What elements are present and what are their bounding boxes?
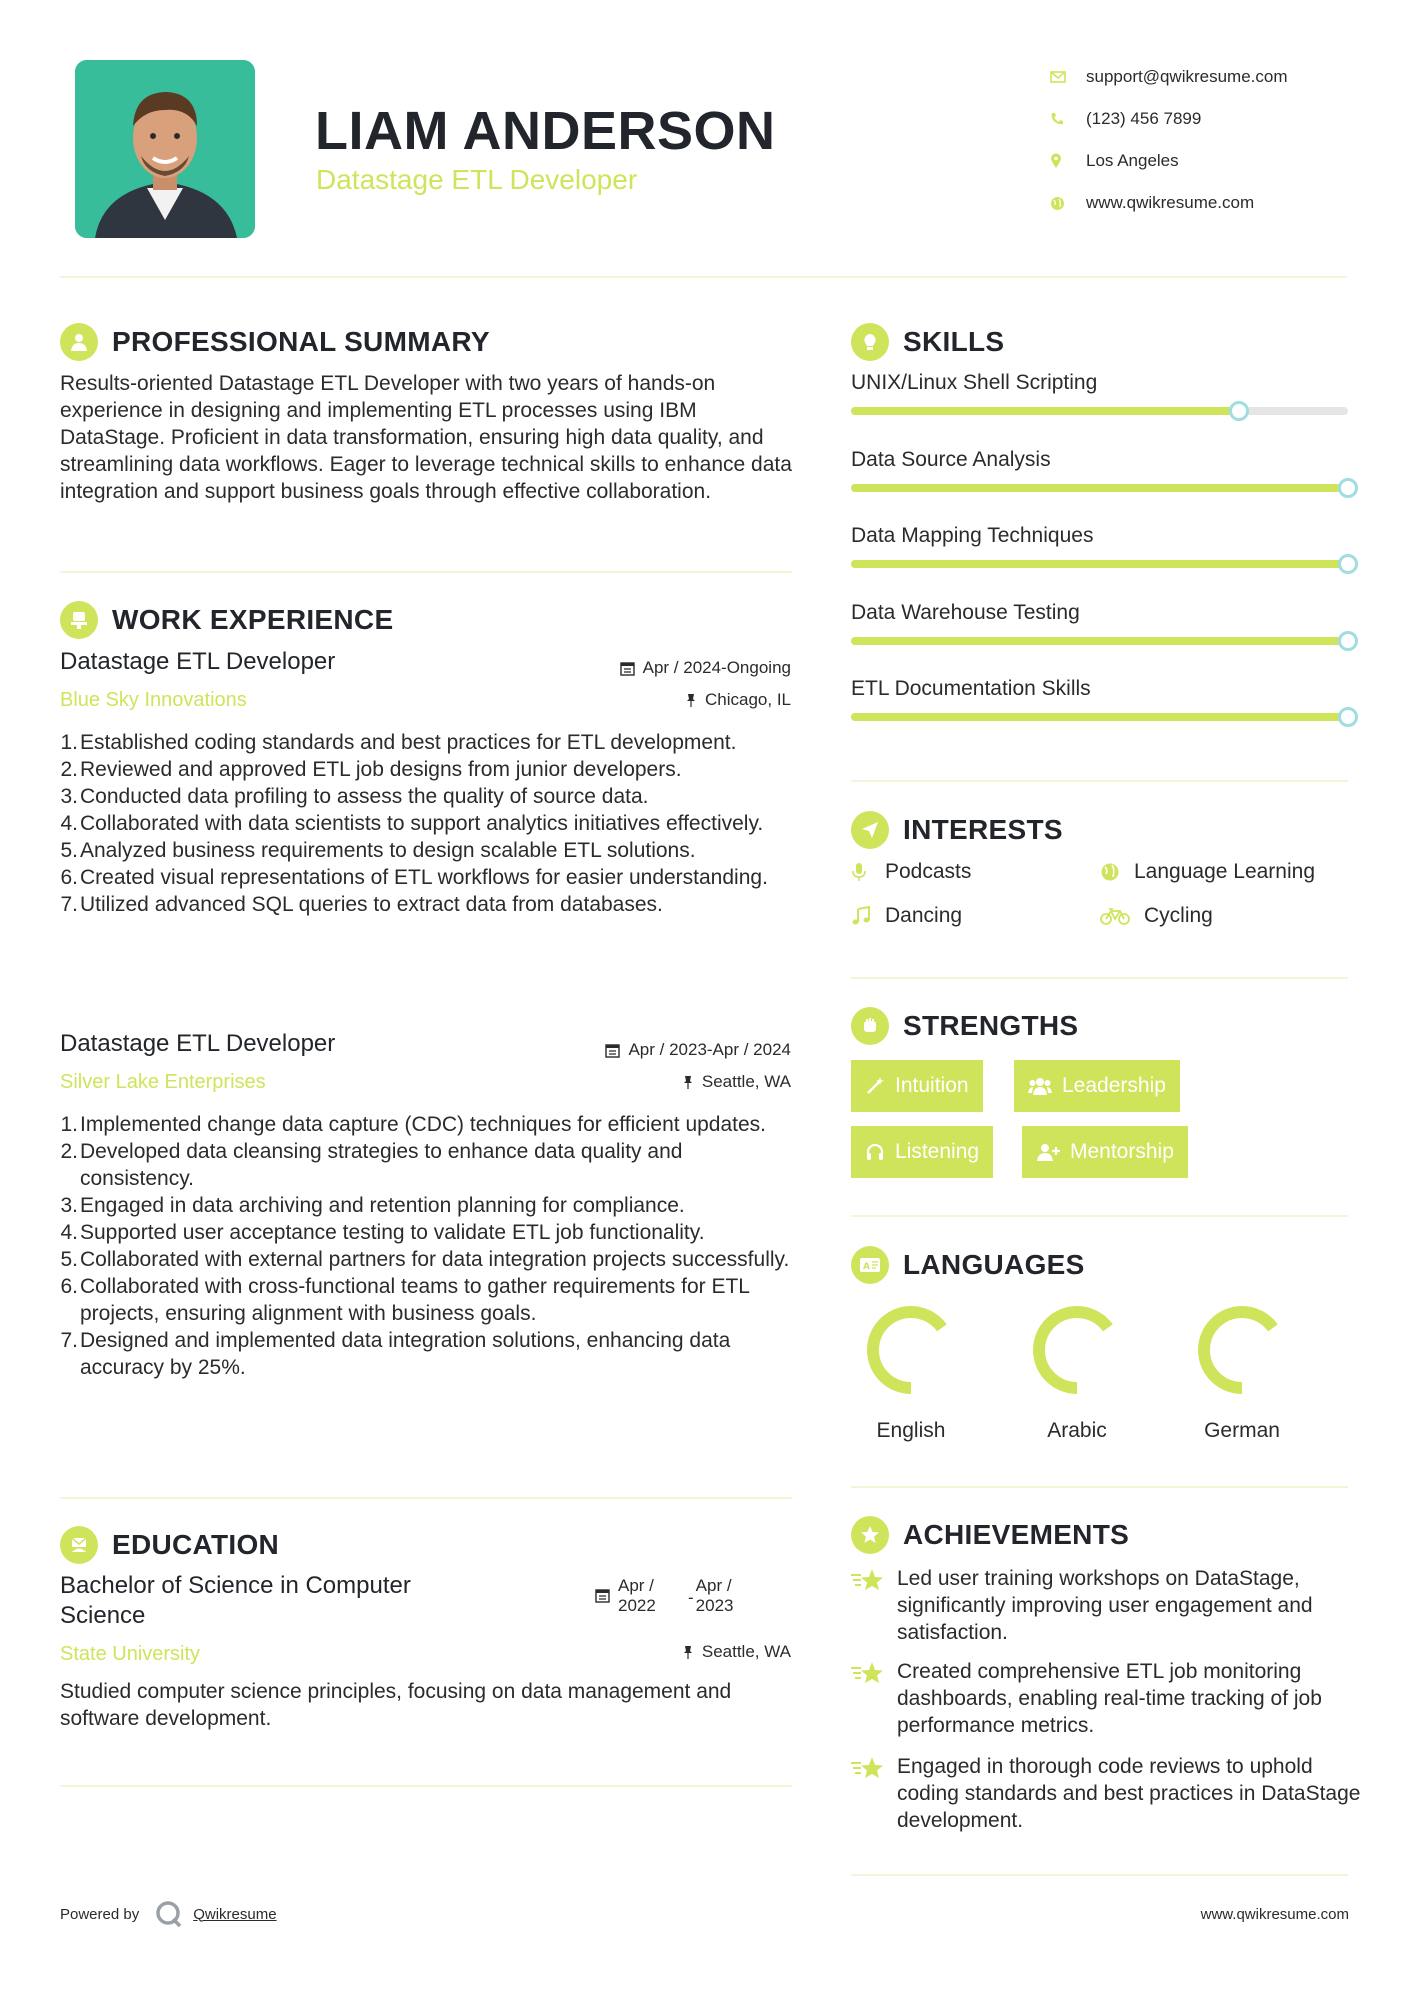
skill-name: Data Source Analysis bbox=[851, 447, 1051, 471]
achievements-heading-text: ACHIEVEMENTS bbox=[903, 1519, 1130, 1550]
list-item: 6. Created visual representations of ETL workflows for easier understanding. bbox=[60, 866, 768, 889]
job-2-company: Silver Lake Enterprises bbox=[60, 1071, 266, 1093]
job-2-date-text: Apr / 2023-Apr / 2024 bbox=[628, 1040, 791, 1059]
language-proficiency-ring bbox=[1027, 1300, 1127, 1400]
users-icon bbox=[1028, 1076, 1052, 1096]
education-location-text: Seattle, WA bbox=[701, 1642, 791, 1661]
calendar-icon bbox=[620, 661, 635, 676]
list-item: 1. Established coding standards and best practices for ETL development. bbox=[60, 731, 737, 754]
language-proficiency-ring bbox=[1192, 1300, 1292, 1400]
qwikresume-link[interactable]: Qwikresume bbox=[193, 1905, 277, 1923]
avatar-illustration bbox=[75, 60, 255, 238]
profile-photo bbox=[75, 60, 255, 238]
list-item: 4. Collaborated with data scientists to support analytics initiatives effectively. bbox=[60, 812, 764, 835]
globe-icon bbox=[1050, 196, 1086, 211]
strength-label: Mentorship bbox=[1070, 1140, 1174, 1163]
paper-plane-icon bbox=[851, 811, 889, 849]
achievement-3 bbox=[851, 1753, 1361, 1834]
experience-divider bbox=[60, 1497, 792, 1499]
skill-level-fill bbox=[851, 407, 1239, 415]
job-1-date-text: Apr / 2024-Ongoing bbox=[642, 658, 791, 677]
degree-line-2: Science bbox=[60, 1602, 146, 1629]
skill-name: Data Mapping Techniques bbox=[851, 524, 1094, 547]
shooting-star-icon bbox=[851, 1567, 885, 1646]
globe-icon bbox=[1100, 862, 1128, 882]
job-1-title: Datastage ETL Developer bbox=[60, 648, 336, 675]
powered-by-text: Powered by bbox=[60, 1905, 140, 1923]
skill-level-knob bbox=[1338, 478, 1358, 498]
language-label: English bbox=[876, 1419, 946, 1442]
skill-level-fill bbox=[851, 484, 1348, 492]
strength-label: Listening bbox=[895, 1140, 980, 1163]
skill-name: UNIX/Linux Shell Scripting bbox=[851, 371, 1098, 394]
magic-wand-icon bbox=[865, 1076, 885, 1096]
degree-line-1: Bachelor of Science in Computer bbox=[60, 1572, 411, 1599]
list-item: 5. Analyzed business requirements to design scalable ETL solutions. bbox=[60, 839, 696, 862]
experience-heading bbox=[60, 600, 393, 640]
summary-heading-text: PROFESSIONAL SUMMARY bbox=[112, 326, 490, 357]
skills-heading-text: SKILLS bbox=[903, 326, 1005, 357]
skill-level-knob bbox=[1338, 631, 1358, 651]
calendar-icon bbox=[605, 1043, 620, 1058]
strength-label: Intuition bbox=[895, 1074, 969, 1097]
education-location bbox=[682, 1642, 791, 1662]
interest-label: Podcasts bbox=[885, 860, 972, 883]
language-label: German bbox=[1204, 1419, 1280, 1442]
experience-heading-text: WORK EXPERIENCE bbox=[112, 604, 394, 635]
education-description: Studied computer science principles, focusing on data management and software development. bbox=[60, 1680, 732, 1730]
skill-level-fill bbox=[851, 713, 1348, 721]
list-item: 3. Engaged in data archiving and retention planning for compliance. bbox=[60, 1194, 685, 1217]
map-pin-icon bbox=[1050, 153, 1086, 169]
skill-level-track bbox=[851, 713, 1348, 721]
education-start bbox=[618, 1576, 698, 1616]
achievement-text: Led user training workshops on DataStage, significantly improving user engagement and satisfaction. bbox=[897, 1567, 1313, 1644]
skill-item bbox=[851, 371, 1361, 415]
music-note-icon bbox=[851, 906, 879, 926]
interests-heading-text: INTERESTS bbox=[903, 814, 1063, 845]
user-plus-icon bbox=[1036, 1142, 1060, 1162]
strength-leadership bbox=[1014, 1060, 1180, 1112]
skill-name: ETL Documentation Skills bbox=[851, 677, 1091, 700]
skill-level-fill bbox=[851, 637, 1348, 645]
envelope-icon bbox=[1050, 71, 1086, 83]
job-2-location-text: Seattle, WA bbox=[701, 1072, 791, 1091]
education-start-year: 2022 bbox=[618, 1596, 656, 1615]
job-2-responsibilities bbox=[60, 1111, 800, 1381]
list-item: 3. Conducted data profiling to assess the quality of source data. bbox=[60, 785, 649, 808]
skills-divider bbox=[851, 780, 1348, 782]
interest-podcasts bbox=[851, 860, 971, 884]
summary-heading bbox=[60, 322, 490, 362]
shooting-star-icon bbox=[851, 1755, 885, 1834]
list-item: 4. Supported user acceptance testing to validate ETL job functionality. bbox=[60, 1221, 705, 1244]
pushpin-icon bbox=[682, 1075, 694, 1090]
strengths-heading bbox=[851, 1006, 1078, 1046]
phone-icon bbox=[1050, 112, 1086, 126]
lightbulb-icon bbox=[851, 323, 889, 361]
skill-item bbox=[851, 601, 1361, 645]
list-item: 2. Reviewed and approved ETL job designs from junior developers. bbox=[60, 758, 682, 781]
education-start-month: Apr / bbox=[618, 1576, 654, 1595]
contact-phone[interactable] bbox=[1050, 98, 1380, 140]
skills-heading bbox=[851, 322, 1004, 362]
fist-icon bbox=[851, 1007, 889, 1045]
language-item bbox=[1017, 1300, 1137, 1443]
list-item: 1. Implemented change data capture (CDC) techniques for efficient updates. bbox=[60, 1113, 767, 1136]
strength-mentorship bbox=[1022, 1126, 1188, 1178]
contact-location bbox=[1050, 140, 1380, 182]
interest-dancing bbox=[851, 904, 962, 928]
interest-label: Cycling bbox=[1144, 904, 1213, 927]
languages-heading bbox=[851, 1245, 1085, 1285]
skill-level-track bbox=[851, 560, 1348, 568]
education-end-month: Apr / bbox=[695, 1576, 732, 1595]
list-item: 5. Collaborated with external partners for data integration projects successfully. bbox=[60, 1248, 790, 1271]
language-proficiency-ring bbox=[861, 1300, 961, 1400]
languages-divider bbox=[851, 1486, 1348, 1488]
interests-heading bbox=[851, 810, 1063, 850]
interests-divider bbox=[851, 977, 1348, 979]
contact-block bbox=[1050, 56, 1380, 224]
achievements-heading bbox=[851, 1515, 1129, 1555]
shooting-star-icon bbox=[851, 1660, 885, 1739]
job-1-location-text: Chicago, IL bbox=[705, 690, 791, 709]
education-heading-text: EDUCATION bbox=[112, 1529, 280, 1560]
summary-text: Results-oriented Datastage ETL Developer with two years of hands-on experience in designing and implementing ETL processes using IBM DataStage. Proficient in data transformation, ensuring high data quality, and streamlining data workflows. Eager to leverage technical skills to enhance data integration and support business goals through effective collaboration. bbox=[60, 372, 792, 503]
list-item: 7. Utilized advanced SQL queries to extract data from databases. bbox=[60, 893, 663, 916]
education-divider bbox=[60, 1785, 792, 1787]
education-end-year: 2023 bbox=[695, 1596, 734, 1615]
contact-website[interactable] bbox=[1050, 182, 1380, 224]
pushpin-icon bbox=[685, 693, 697, 708]
achievements-divider bbox=[851, 1874, 1348, 1876]
list-item: 6. Collaborated with cross-functional teams to gather requirements for ETL projects, ensuring alignment with business goals. bbox=[60, 1275, 750, 1325]
interest-label: Dancing bbox=[885, 904, 963, 927]
skill-level-knob bbox=[1338, 707, 1358, 727]
job-1-date bbox=[620, 658, 791, 678]
headphones-icon bbox=[865, 1142, 885, 1162]
skill-item bbox=[851, 448, 1361, 492]
skill-level-fill bbox=[851, 560, 1348, 568]
language-label: Arabic bbox=[1047, 1419, 1107, 1442]
date-separator: - bbox=[688, 1588, 694, 1607]
bicycle-icon bbox=[1100, 906, 1138, 926]
skill-level-track bbox=[851, 637, 1348, 645]
skill-level-knob bbox=[1229, 401, 1249, 421]
calendar-icon bbox=[595, 1588, 610, 1603]
achievement-1 bbox=[851, 1565, 1361, 1646]
skill-item bbox=[851, 524, 1361, 568]
interest-label: Language Learning bbox=[1134, 860, 1316, 883]
interest-language-learning bbox=[1100, 860, 1315, 884]
star-icon bbox=[851, 1516, 889, 1554]
pushpin-icon bbox=[682, 1645, 694, 1660]
list-item: 2. Developed data cleansing strategies to enhance data quality and consistency. bbox=[60, 1140, 683, 1190]
interest-cycling bbox=[1100, 904, 1213, 928]
svg-text:A: A bbox=[863, 1262, 870, 1272]
candidate-title: Datastage ETL Developer bbox=[316, 164, 638, 195]
strength-listening bbox=[851, 1126, 993, 1178]
language-item bbox=[851, 1300, 971, 1443]
microphone-icon bbox=[851, 862, 879, 882]
contact-location-text: Los Angeles bbox=[1086, 151, 1179, 170]
briefcase-icon bbox=[60, 601, 98, 639]
job-2-location bbox=[682, 1072, 791, 1092]
job-1-responsibilities bbox=[60, 729, 800, 918]
contact-email[interactable] bbox=[1050, 56, 1380, 98]
achievement-text: Created comprehensive ETL job monitoring dashboards, enabling real-time tracking of job performance metrics. bbox=[897, 1660, 1322, 1737]
list-item: 7. Designed and implemented data integration solutions, enhancing data accuracy by 25%. bbox=[60, 1329, 731, 1379]
strengths-heading-text: STRENGTHS bbox=[903, 1010, 1079, 1041]
skill-level-track bbox=[851, 484, 1348, 492]
education-end bbox=[696, 1576, 734, 1616]
graduation-icon bbox=[60, 1526, 98, 1564]
header-divider bbox=[60, 276, 1347, 278]
language-item bbox=[1182, 1300, 1302, 1443]
school-name: State University bbox=[60, 1643, 201, 1665]
strengths-divider bbox=[851, 1215, 1348, 1217]
contact-phone-text: (123) 456 7899 bbox=[1086, 109, 1202, 128]
job-1-location bbox=[685, 690, 791, 710]
skill-item bbox=[851, 677, 1361, 721]
footer-powered-by bbox=[60, 1898, 277, 1930]
translate-icon bbox=[851, 1246, 889, 1284]
contact-website-text: www.qwikresume.com bbox=[1086, 193, 1255, 212]
contact-email-text: support@qwikresume.com bbox=[1086, 67, 1288, 86]
skill-name: Data Warehouse Testing bbox=[851, 600, 1080, 624]
skill-level-knob bbox=[1338, 554, 1358, 574]
education-heading bbox=[60, 1525, 279, 1565]
achievement-2 bbox=[851, 1658, 1361, 1739]
job-2-date bbox=[605, 1040, 791, 1060]
qwikresume-logo-icon bbox=[153, 1898, 185, 1930]
job-2-title: Datastage ETL Developer bbox=[60, 1030, 336, 1057]
strength-intuition bbox=[851, 1060, 983, 1112]
strength-label: Leadership bbox=[1062, 1074, 1166, 1097]
skill-level-track bbox=[851, 407, 1348, 415]
candidate-name: LIAM ANDERSON bbox=[315, 101, 776, 161]
footer-website[interactable]: www.qwikresume.com bbox=[1200, 1906, 1349, 1923]
achievement-text: Engaged in thorough code reviews to uphold coding standards and best practices in DataStage development. bbox=[897, 1755, 1361, 1832]
job-1-company: Blue Sky Innovations bbox=[60, 689, 247, 711]
summary-divider bbox=[60, 571, 792, 573]
user-icon bbox=[60, 323, 98, 361]
languages-heading-text: LANGUAGES bbox=[903, 1249, 1085, 1280]
education-dates bbox=[595, 1576, 734, 1616]
